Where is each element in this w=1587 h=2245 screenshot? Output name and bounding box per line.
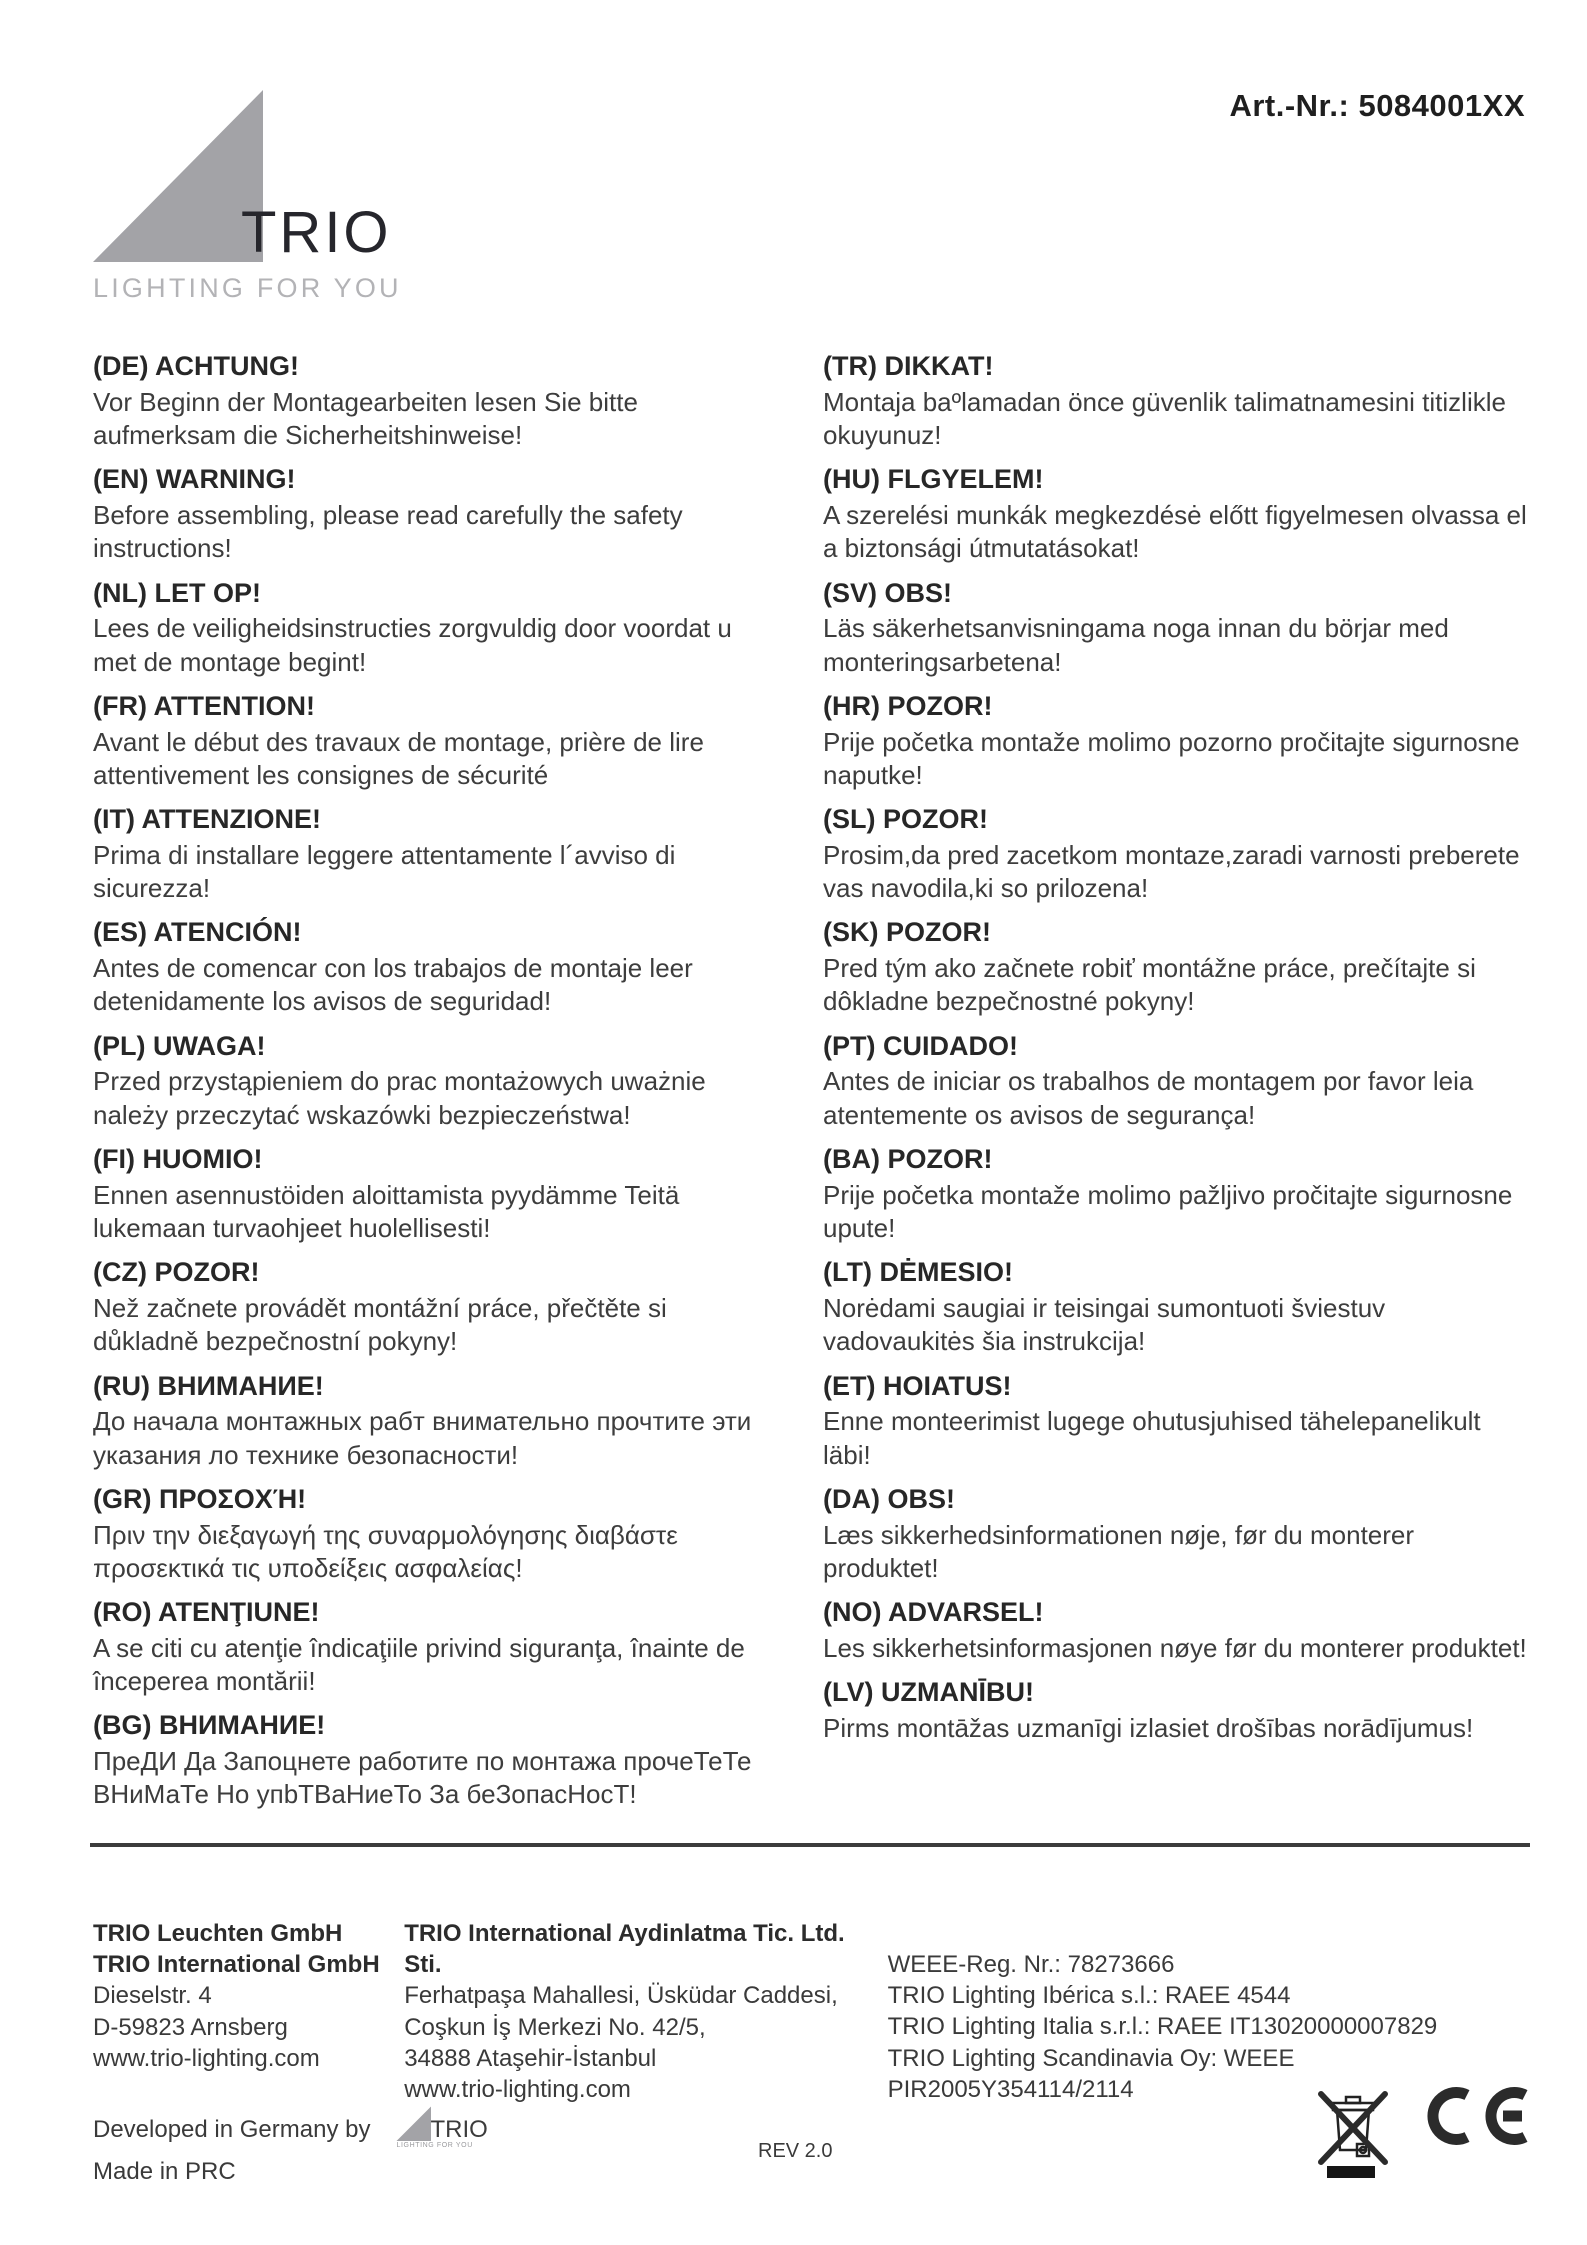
warning-section bbox=[823, 803, 1530, 905]
warning-heading bbox=[93, 1483, 753, 1517]
warning-lang-code: (NO) bbox=[823, 1597, 882, 1628]
warning-section bbox=[93, 1030, 753, 1132]
warning-text: Pred tým ako začnete robiť montážne práce, prečítajte si dôkladne bezpečnostné pokyny! bbox=[823, 953, 1476, 1017]
trio-triangle-icon bbox=[396, 2106, 431, 2141]
warning-section bbox=[823, 577, 1530, 679]
compliance-marks bbox=[1317, 2086, 1531, 2178]
warning-title: ΠΡΟΣΟΧΉ! bbox=[159, 1483, 307, 1514]
warning-section bbox=[93, 463, 753, 565]
warning-text: Avant le début des travaux de montage, prière de lire attentivement les consignes de sécurité bbox=[93, 726, 704, 790]
warning-section bbox=[823, 1676, 1530, 1745]
warning-text: A se citi cu atenţie îndicaţiile privind siguranţa, înainte de începerea montării! bbox=[93, 1632, 745, 1697]
warning-section bbox=[93, 350, 753, 452]
warning-lang-code: (ES) bbox=[93, 917, 147, 948]
warning-section bbox=[93, 1370, 753, 1472]
warning-text: Prije početka montaže molimo pažljivo pročitajte sigurnosne upute! bbox=[823, 1179, 1513, 1243]
warning-heading bbox=[93, 463, 753, 497]
warning-text: Montaja baºlamadan önce güvenlik talimatnamesini titizlikle okuyunuz! bbox=[823, 386, 1506, 451]
footer-line: TRIO Lighting Ibérica s.l.: RAEE 4544 bbox=[887, 1982, 1291, 2010]
warning-heading bbox=[93, 1596, 753, 1630]
warning-lang-code: (SV) bbox=[823, 577, 877, 608]
trio-triangle-icon bbox=[93, 90, 263, 262]
warning-heading bbox=[93, 577, 753, 611]
warning-lang-code: (RO) bbox=[93, 1597, 152, 1628]
warning-title: DĖMESIO! bbox=[879, 1257, 1013, 1288]
warning-section bbox=[823, 1370, 1530, 1472]
warning-text: Lees de veiligheidsinstructies zorgvuldig door voordat u met de montage begint! bbox=[93, 613, 732, 677]
trio-logo-wordmark: TRIO bbox=[241, 200, 392, 265]
warning-text: Enne monteerimist lugege ohutusjuhised tähelepanelikult läbi! bbox=[823, 1406, 1481, 1470]
warning-heading bbox=[93, 1143, 753, 1177]
warning-title: OBS! bbox=[887, 1483, 955, 1514]
warning-heading bbox=[823, 577, 1530, 611]
warning-lang-code: (TR) bbox=[823, 351, 877, 381]
trio-logo bbox=[93, 90, 423, 310]
warning-lang-code: (GR) bbox=[93, 1483, 152, 1514]
warning-heading bbox=[93, 803, 753, 837]
revision-label: REV 2.0 bbox=[758, 2140, 833, 2162]
footer-line: D-59823 Arnsberg bbox=[93, 2013, 288, 2041]
weee-crossed-bin-icon bbox=[1317, 2086, 1389, 2178]
footer-line: www.trio-lighting.com bbox=[404, 2075, 631, 2103]
footer-line: TRIO Lighting Italia s.r.l.: RAEE IT13020000007829 bbox=[887, 2013, 1438, 2041]
warning-title: WARNING! bbox=[156, 464, 296, 495]
warning-lang-code: (DA) bbox=[823, 1483, 880, 1514]
article-number: Art.-Nr.: 5084001XX bbox=[1229, 88, 1525, 123]
warning-lang-code: (BG) bbox=[93, 1710, 152, 1741]
warning-heading bbox=[823, 803, 1530, 837]
trio-mini-wordmark: TRIO bbox=[430, 2116, 488, 2143]
warning-section bbox=[823, 1256, 1530, 1358]
warning-title: POZOR! bbox=[154, 1257, 260, 1288]
warning-lang-code: (LT) bbox=[823, 1257, 872, 1288]
warning-section bbox=[823, 463, 1530, 565]
warning-lang-code: (EN) bbox=[93, 464, 149, 495]
warnings-columns bbox=[93, 350, 1530, 1823]
warning-text: Prosim,da pred zacetkom montaze,zaradi varnosti preberete vas navodila,ki so prilozena! bbox=[823, 839, 1520, 904]
warning-text: Pirms montāžas uzmanīgi izlasiet drošības norādījumus! bbox=[823, 1712, 1474, 1743]
warning-text: Läs säkerhetsanvisningama noga innan du börjar med monteringsarbetena! bbox=[823, 613, 1449, 677]
warning-title: POZOR! bbox=[883, 804, 988, 835]
warning-section bbox=[93, 1256, 753, 1358]
warning-section bbox=[823, 916, 1530, 1018]
warning-lang-code: (IT) bbox=[93, 804, 135, 835]
warning-heading bbox=[93, 350, 753, 384]
footer-line: 34888 Ataşehir-İstanbul bbox=[404, 2044, 657, 2072]
warning-title: ВНИМАНИЕ! bbox=[159, 1710, 326, 1741]
warning-text: Before assembling, please read carefully the safety instructions! bbox=[93, 500, 683, 564]
warning-title: ВНИМАНИЕ! bbox=[157, 1370, 324, 1401]
warning-lang-code: (FI) bbox=[93, 1143, 135, 1174]
warning-heading bbox=[93, 1256, 753, 1290]
warning-text: Przed przystąpieniem do prac montażowych uważnie należy przeczytać wskazówki bezpieczeństwa! bbox=[93, 1066, 706, 1130]
trio-mini-tagline: LIGHTING FOR YOU bbox=[396, 2141, 473, 2149]
warning-section bbox=[823, 1030, 1530, 1132]
footer-line: Ferhatpaşa Mahallesi, Üsküdar Caddesi, bbox=[404, 1982, 838, 2010]
warning-title: FLGYELEM! bbox=[887, 464, 1044, 495]
trio-mini-logo bbox=[380, 2106, 492, 2154]
warning-section bbox=[823, 350, 1530, 452]
warning-section bbox=[823, 1483, 1530, 1585]
warning-title: UZMANĪBU! bbox=[881, 1677, 1034, 1708]
warning-text: Les sikkerhetsinformasjonen nøye før du monterer produktet! bbox=[823, 1632, 1527, 1663]
warning-text: Antes de comencar con los trabajos de montaje leer detenidamente los avisos de seguridad! bbox=[93, 953, 693, 1017]
warning-lang-code: (SK) bbox=[823, 917, 879, 948]
made-in-text: Made in PRC bbox=[93, 2158, 236, 2185]
warning-title: POZOR! bbox=[887, 690, 993, 721]
warning-heading bbox=[93, 1030, 753, 1064]
footer-line: TRIO Lighting Scandinavia Oy: WEEE PIR2005Y354114/2114 bbox=[887, 2044, 1295, 2103]
warning-title: DIKKAT! bbox=[884, 351, 994, 381]
warning-section bbox=[93, 1596, 753, 1698]
warning-heading bbox=[823, 1030, 1530, 1064]
warning-section bbox=[93, 577, 753, 679]
warning-title: ATENCIÓN! bbox=[153, 917, 302, 948]
warning-title: CUIDADO! bbox=[883, 1030, 1018, 1061]
warning-heading bbox=[823, 1143, 1530, 1177]
warning-section bbox=[93, 1143, 753, 1245]
warning-section bbox=[93, 803, 753, 905]
warning-text: До начала монтажных рабт внимательно прочтите эти указания ло технике безопасности! bbox=[93, 1406, 752, 1470]
warning-lang-code: (RU) bbox=[93, 1370, 150, 1401]
warning-lang-code: (ET) bbox=[823, 1370, 876, 1401]
warning-title: POZOR! bbox=[887, 1143, 993, 1174]
warning-heading bbox=[823, 1370, 1530, 1404]
origin-note bbox=[93, 2106, 492, 2190]
warning-title: OBS! bbox=[884, 577, 953, 608]
warning-text: Prima di installare leggere attentamente l´avviso di sicurezza! bbox=[93, 839, 676, 904]
footer-line: www.trio-lighting.com bbox=[93, 2044, 320, 2072]
warning-lang-code: (SL) bbox=[823, 804, 876, 835]
warning-text: Vor Beginn der Montagearbeiten lesen Sie bitte aufmerksam die Sicherheitshinweise! bbox=[93, 386, 638, 451]
warning-heading bbox=[823, 1256, 1530, 1290]
warning-lang-code: (LV) bbox=[823, 1677, 874, 1708]
warning-heading bbox=[823, 463, 1530, 497]
warning-title: ADVARSEL! bbox=[887, 1597, 1044, 1628]
warning-title: ACHTUNG! bbox=[155, 351, 299, 381]
warning-section bbox=[823, 1143, 1530, 1245]
warning-lang-code: (FR) bbox=[93, 690, 147, 721]
warning-section bbox=[823, 1596, 1530, 1665]
warning-text: Læs sikkerhedsinformationen nøje, før du monterer produktet! bbox=[823, 1519, 1415, 1583]
warning-text: Než začnete provádět montážní práce, přečtěte si důkladně bezpečnostní pokyny! bbox=[93, 1293, 667, 1357]
warning-section bbox=[93, 1709, 753, 1811]
footer-line: WEEE-Reg. Nr.: 78273666 bbox=[887, 1951, 1175, 1978]
warnings-column-left bbox=[93, 350, 753, 1823]
warning-lang-code: (HR) bbox=[823, 690, 880, 721]
warning-lang-code: (BA) bbox=[823, 1143, 880, 1174]
warning-section bbox=[93, 916, 753, 1018]
warning-section bbox=[93, 690, 753, 792]
warning-text: Πριν την διεξαγωγή της συναρμολόγησης διαβάστε προσεκτικά τις υποδείξεις ασφαλείας! bbox=[93, 1519, 678, 1583]
warning-section bbox=[93, 1483, 753, 1585]
warning-heading bbox=[823, 916, 1530, 950]
warning-lang-code: (CZ) bbox=[93, 1257, 147, 1288]
warning-text: Prije početka montaže molimo pozorno pročitajte sigurnosne naputke! bbox=[823, 726, 1520, 790]
warning-lang-code: (NL) bbox=[93, 577, 147, 608]
trio-logo-tagline: LIGHTING FOR YOU bbox=[93, 273, 402, 303]
warning-lang-code: (HU) bbox=[823, 464, 880, 495]
horizontal-divider bbox=[90, 1843, 1530, 1847]
warning-text: A szerelési munkák megkezdésė előtt figyelmesen olvassa el a biztonsági útmutatásokat! bbox=[823, 500, 1527, 564]
warning-text: ПреДИ Да Запоцнете работите по монтажа прочеТеТе ВНиМаТе Но упbТВаНиеТо За беЗопасНосТ! bbox=[93, 1746, 752, 1810]
warning-heading bbox=[93, 1370, 753, 1404]
warning-heading bbox=[93, 690, 753, 724]
warning-heading bbox=[823, 350, 1530, 384]
footer-line: Coşkun İş Merkezi No. 42/5, bbox=[404, 2013, 706, 2041]
bottom-strip bbox=[93, 2078, 1533, 2245]
footer-line: TRIO International GmbH bbox=[93, 1951, 380, 1979]
warning-title: HOIATUS! bbox=[883, 1370, 1012, 1401]
warning-text: Norėdami saugiai ir teisingai sumontuoti šviestuv vadovaukitės šia instrukcija! bbox=[823, 1293, 1386, 1357]
warning-title: ATTENTION! bbox=[153, 690, 315, 721]
footer-line: Dieselstr. 4 bbox=[93, 1982, 212, 2010]
warning-heading bbox=[93, 1709, 753, 1743]
warnings-column-right bbox=[823, 350, 1530, 1823]
footer-line: TRIO International Aydinlatma Tic. Ltd. Sti. bbox=[404, 1920, 845, 1979]
warning-heading bbox=[823, 1483, 1530, 1517]
warning-title: HUOMIO! bbox=[142, 1143, 263, 1174]
developed-by-text: Developed in Germany by bbox=[93, 2116, 371, 2143]
warning-title: LET OP! bbox=[154, 577, 261, 608]
warning-heading bbox=[93, 916, 753, 950]
warning-heading bbox=[823, 1596, 1530, 1630]
warning-title: ATENŢIUNE! bbox=[157, 1597, 320, 1628]
footer-line: TRIO Leuchten GmbH bbox=[93, 1920, 343, 1947]
warning-heading bbox=[823, 1676, 1530, 1710]
warning-lang-code: (PT) bbox=[823, 1030, 876, 1061]
ce-mark-icon bbox=[1421, 2086, 1531, 2146]
warning-lang-code: (PL) bbox=[93, 1030, 146, 1061]
warning-title: UWAGA! bbox=[153, 1030, 266, 1061]
warning-heading bbox=[823, 690, 1530, 724]
warning-lang-code: (DE) bbox=[93, 351, 149, 381]
warning-title: ATTENZIONE! bbox=[141, 804, 321, 835]
warning-title: POZOR! bbox=[886, 917, 992, 948]
warning-text: Ennen asennustöiden aloittamista pyydämme Teitä lukemaan turvaohjeet huolellisesti! bbox=[93, 1179, 680, 1243]
warning-section bbox=[823, 690, 1530, 792]
warning-text: Antes de iniciar os trabalhos de montagem por favor leia atentemente os avisos de segurança! bbox=[823, 1066, 1474, 1130]
